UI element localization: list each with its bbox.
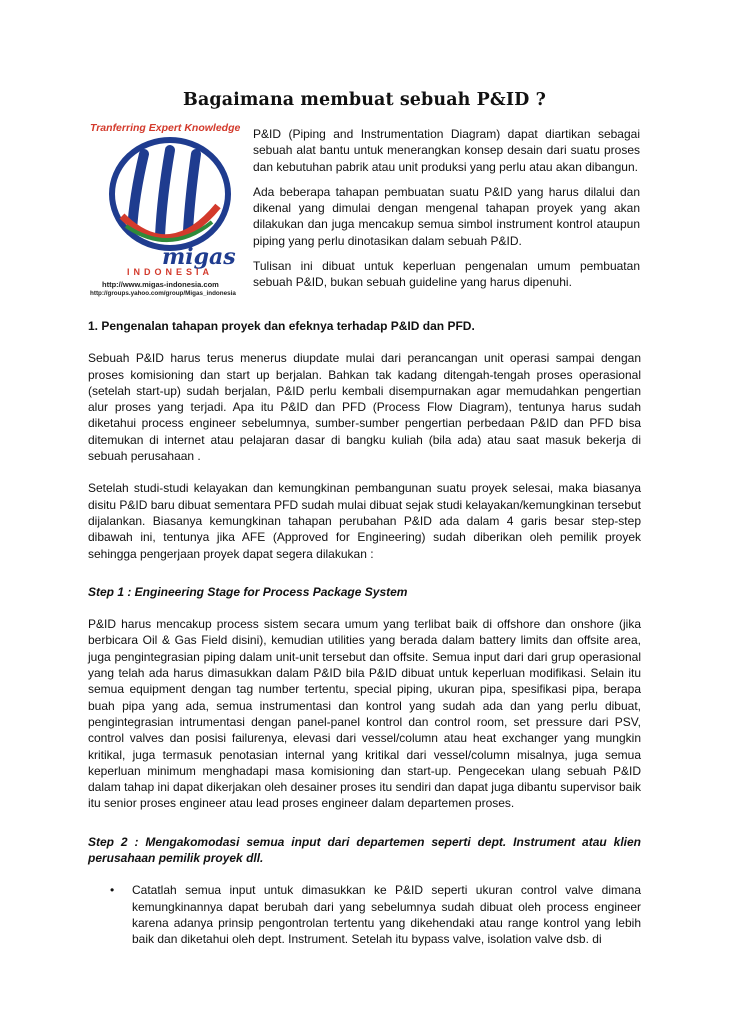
intro-text — [253, 126, 640, 300]
list-item — [88, 882, 641, 947]
body-paragraph: P&ID harus mencakup process sistem secara umum yang terlibat baik di offshore dan onshore (jika berbicara Oil & Gas Field disini), kemudian utilities yang berada dalam battery limits dan offsite area, juga pengintegrasian piping dalam unit-unit tersebut dan offsite. Semua input dari dari grup operasional yang telah ada harus dimasukkan dalam P&ID bila P&ID dibuat untuk keperluan modifikasi. Selain itu semua equipment dengan tag number tertentu, special piping, ukuran pipa, spesifikasi pipa, berapa buah pipa yang ada, semua instrumentasi dan kontrol yang sudah ada dan yang perlu dibuat, pengintegrasian intrumentasi dengan panel-panel kontrol dan control room, set pressure dari PSV, control valves dan posisi failurenya, elevasi dari vessel/column atau heat exchanger yang mungkin kritikal, juga termasuk penotasian internal yang kritikal dari vessel/column misalnya, juga semua keperluan minimum menghadapi masa komisioning dan start-up. Pengecekan ulang sebuah P&ID dalam tahap ini dapat dikerjakan oleh desainer proses itu sendiri dan dapat juga dibantu supervisor baik itu senior proses engineer atau lead proses engineer dalam departemen proses. — [88, 617, 641, 811]
body-paragraph: Setelah studi-studi kelayakan dan kemungkinan pembangunan suatu proyek selesai, maka biasanya disitu P&ID baru dibuat sementara PFD sudah mulai dibuat sejak studi kelayakan/kemungkinan tersebut dijalankan. Biasanya kemungkinan tahapan perubahan P&ID ada dalam 4 garis besar step-step dibawah ini, tentunya jika AFE (Approved for Engineering) sudah diberikan oleh pemilik proyek sehingga pengerjaan proyek dapat segera dilakukan : — [88, 481, 641, 561]
list-item-text: Catatlah semua input untuk dimasukkan ke P&ID seperti ukuran control valve dimana kemungkinannya dapat berubah dari yang sebelumnya sudah dibuat oleh process engineer karena adanya prinsip pengontrolan tertentu yang dikehendaki atau range kontrol yang lebih baik dan diketahui oleh dept. Instrument. Setelah itu bypass valve, isolation valve dsb. di — [132, 883, 641, 947]
logo-url-group: http://groups.yahoo.com/group/Migas_indonesia — [90, 290, 236, 297]
logo-url-website: http://www.migas-indonesia.com — [102, 280, 219, 289]
bullet-list — [88, 882, 641, 947]
intro-paragraph: Tulisan ini dibuat untuk keperluan pengenalan umum pembuatan sebuah P&ID, bukan sebuah guideline yang harus dipenuhi. — [253, 259, 640, 290]
step-heading: Step 2 : Mengakomodasi semua input dari departemen seperti dept. Instrument atau klien perusahaan pemilik proyek dll. — [88, 834, 641, 866]
document-body — [88, 318, 641, 948]
intro-paragraph: P&ID (Piping and Instrumentation Diagram) dapat diartikan sebagai sebuah alat bantu untuk menerangkan konsep desain dari suatu proses dan kebutuhan pabrik atau unit produksi yang perlu atau akan dibangun. — [253, 127, 640, 174]
migas-indonesia-logo — [90, 120, 240, 302]
migas-logo-icon — [104, 136, 236, 276]
section-heading: 1. Pengenalan tahapan proyek dan efeknya terhadap P&ID dan PFD. — [88, 319, 475, 333]
logo-country-text: INDONESIA — [126, 267, 214, 276]
step-heading: Step 1 : Engineering Stage for Process Package System — [88, 584, 408, 599]
bullet-icon: • — [110, 883, 115, 898]
intro-paragraph: Ada beberapa tahapan pembuatan suatu P&ID yang harus dilalui dan dikenal yang dimulai dengan mengenal tahapan proyek yang akan dilakukan dan juga mencakup semua simbol instrument kontrol ataupun piping yang perlu dinotasikan dalam sebuah P&ID. — [253, 184, 640, 248]
logo-brand-text: migas — [162, 244, 236, 270]
page-title: Bagaimana membuat sebuah P&ID ? — [183, 90, 546, 110]
body-paragraph: Sebuah P&ID harus terus menerus diupdate mulai dari perancangan unit operasi sampai dengan proses komisioning dan start up berjalan. Bahkan tak kadang ditengah-tengah proses operasional (setelah start-up) sudah berjalan, P&ID perlu kembali disempurnakan agar memudahkan pengertian alur proses yang terjadi. Apa itu P&ID dan PFD (Process Flow Diagram), tentunya harus sudah diketahui process engineer sebelumnya, sumber-sumber pengertian perbedaan P&ID dan PFD bisa ditemukan di internet atau pelajaran dasar di bangku kuliah (bila ada) atau saat masuk bekerja di sebuah perusahaan . — [88, 351, 641, 464]
logo-tagline: Tranferring Expert Knowledge — [90, 122, 241, 134]
